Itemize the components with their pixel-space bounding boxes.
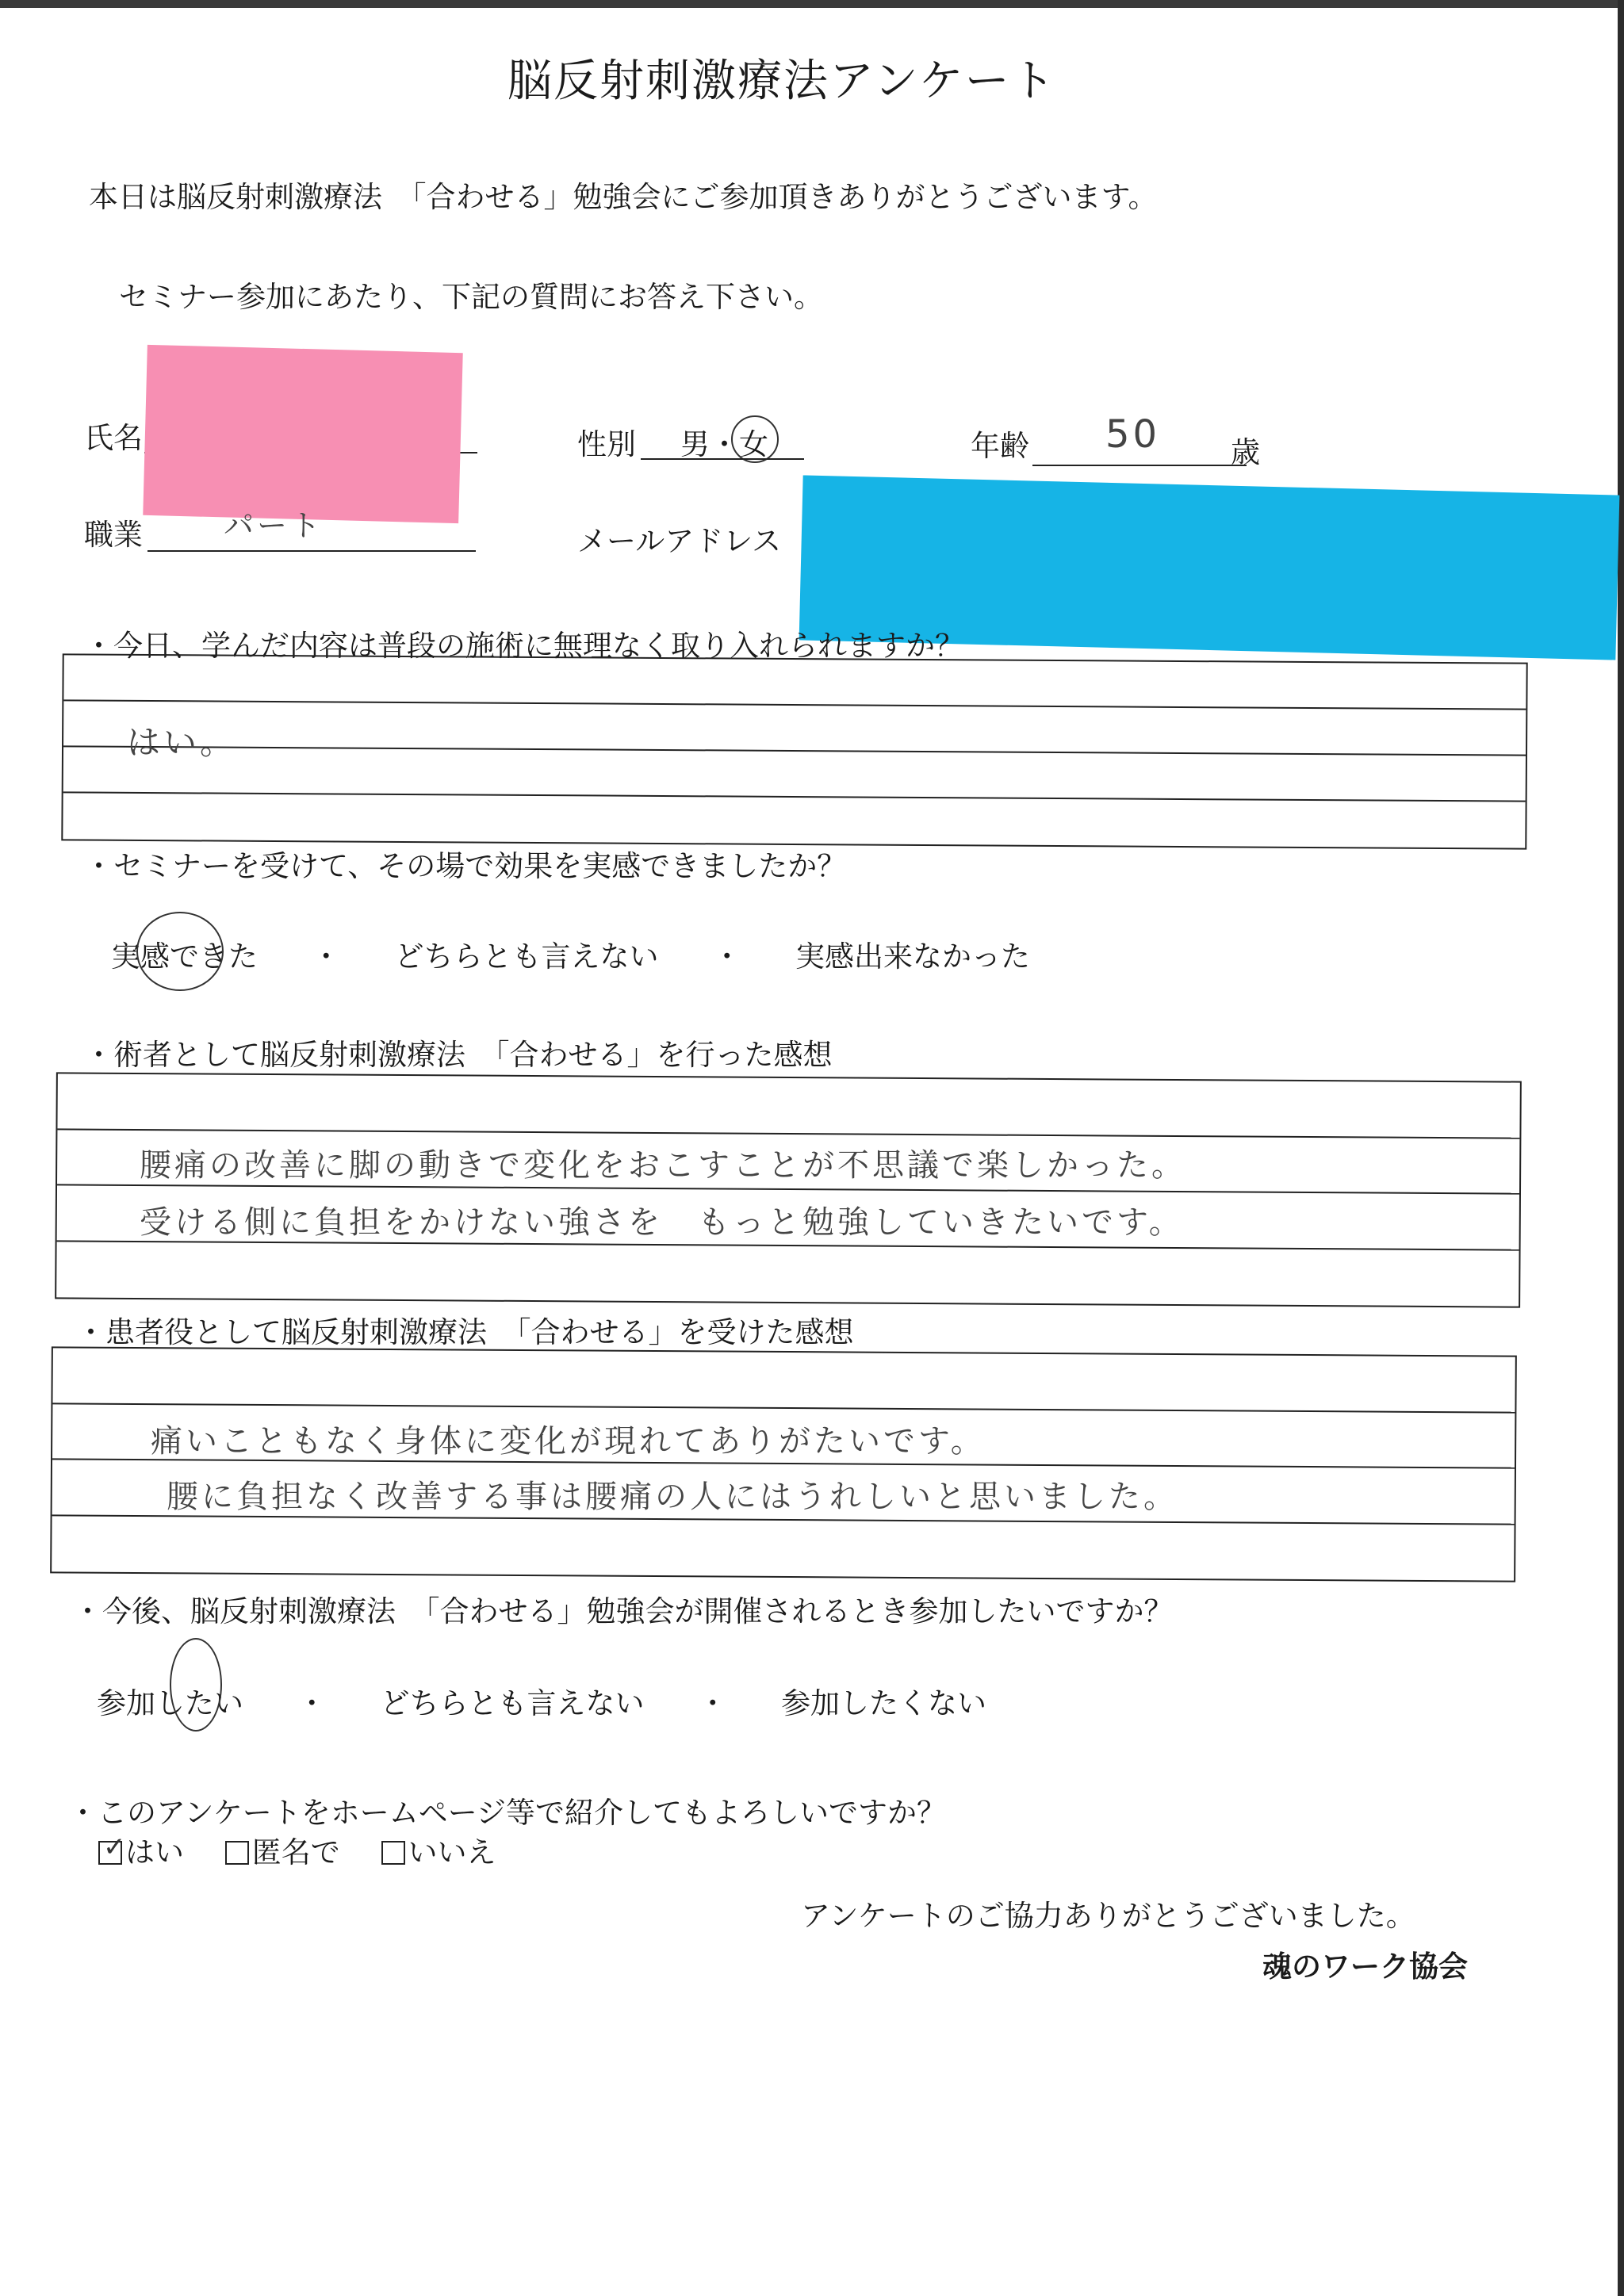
q5-separator: ・ (297, 1686, 327, 1720)
occupation-underline (147, 550, 476, 552)
occupation-value: パート (224, 508, 324, 543)
age-unit: 歳 (1231, 435, 1260, 469)
q2-option-neutral[interactable]: どちらとも言えない (394, 939, 659, 974)
q5-selection-circle (170, 1638, 222, 1732)
q5-options (97, 1679, 986, 1722)
q5-option-neutral[interactable]: どちらとも言えない (380, 1686, 645, 1720)
q6-question: ・このアンケートをホームページ等で紹介してもよろしいですか？ (68, 1796, 947, 1830)
q1-question: ・今日、学んだ内容は普段の施術に無理なく取り入れられますか？ (84, 629, 964, 663)
q3-answer-line-2: 受ける側に負担をかけない強さを もっと勉強していきたいです。 (140, 1204, 1184, 1241)
q3-answer-box[interactable] (55, 1072, 1522, 1307)
answer-line (52, 1516, 1514, 1581)
q2-separator: ・ (712, 939, 742, 974)
q2-question: ・セミナーを受けて、その場で効果を実感できましたか？ (84, 849, 847, 883)
q2-option-felt[interactable]: 実感できた (111, 939, 258, 974)
age-underline (1032, 465, 1247, 466)
q3-answer-line-1: 腰痛の改善に脚の動きで変化をおこすことが不思議で楽しかった。 (140, 1147, 1186, 1184)
q6-checkbox-no[interactable] (381, 1841, 405, 1865)
intro-line-1: 本日は脳反射刺激療法 「合わせる」勉強会にご参加頂きありがとうございます。 (89, 180, 1158, 214)
gender-selection-circle (731, 415, 779, 463)
gender-underline (641, 458, 804, 460)
name-redaction (143, 345, 462, 523)
answer-line (56, 1242, 1519, 1307)
q6-options (98, 1828, 496, 1871)
gender-option-female[interactable]: 女 (739, 427, 768, 461)
q4-answer-line-2: 腰に負担なく改善する事は腰痛の人にはうれしいと思いました。 (167, 1479, 1178, 1515)
q5-option-yes[interactable]: 参加したい (97, 1686, 243, 1720)
q5-question: ・今後、脳反射刺激療法 「合わせる」勉強会が開催されるとき参加したいですか？ (73, 1594, 1174, 1628)
q4-answer-box[interactable] (50, 1346, 1517, 1582)
q5-separator: ・ (698, 1686, 728, 1720)
q4-answer-line-1: 痛いこともなく身体に変化が現れてありがたいです。 (151, 1423, 986, 1460)
age-label: 年齢 (971, 429, 1029, 463)
q4-question: ・患者役として脳反射刺激療法 「合わせる」を受けた感想 (76, 1315, 854, 1349)
q1-answer-box[interactable] (61, 653, 1527, 849)
q6-checkbox-anonymous[interactable] (225, 1841, 249, 1865)
q2-options (111, 932, 1030, 975)
page-title: 脳反射刺激療法アンケート (508, 55, 1057, 107)
name-label: 氏名 (84, 421, 143, 455)
age-value: 50 (1105, 412, 1161, 457)
gender-label: 性別 (577, 427, 636, 461)
q6-option-yes-label: はい (125, 1835, 184, 1869)
footer-thanks: アンケートのご協力ありがとうございました。 (801, 1899, 1415, 1933)
intro-line-2: セミナー参加にあたり、下記の質問にお答え下さい。 (119, 280, 823, 314)
gender-separator: ・ (710, 427, 739, 461)
scan-edge-right (1618, 0, 1624, 2296)
answer-line (52, 1348, 1515, 1413)
q2-option-not-felt[interactable]: 実感出来なかった (795, 939, 1031, 974)
occupation-label: 職業 (84, 518, 143, 552)
q6-checkbox-yes[interactable] (98, 1831, 126, 1865)
q5-option-no[interactable]: 参加したくない (781, 1686, 987, 1720)
email-label: メールアドレス (577, 524, 782, 558)
q2-separator: ・ (311, 939, 341, 974)
answer-line (63, 793, 1525, 848)
scan-edge-top (0, 0, 1624, 8)
q3-question: ・術者として脳反射刺激療法 「合わせる」を行った感想 (84, 1038, 833, 1072)
answer-line (57, 1073, 1519, 1138)
check-mark-icon: ✓ (103, 1831, 126, 1863)
q2-selection-circle (136, 912, 224, 991)
q1-answer: はい。 (127, 723, 237, 762)
gender-option-male[interactable]: 男 (680, 427, 710, 461)
q6-option-no-label: いいえ (408, 1835, 496, 1869)
q6-option-anonymous-label: 匿名で (251, 1835, 340, 1869)
footer-organization: 魂のワーク協会 (1262, 1949, 1468, 1984)
